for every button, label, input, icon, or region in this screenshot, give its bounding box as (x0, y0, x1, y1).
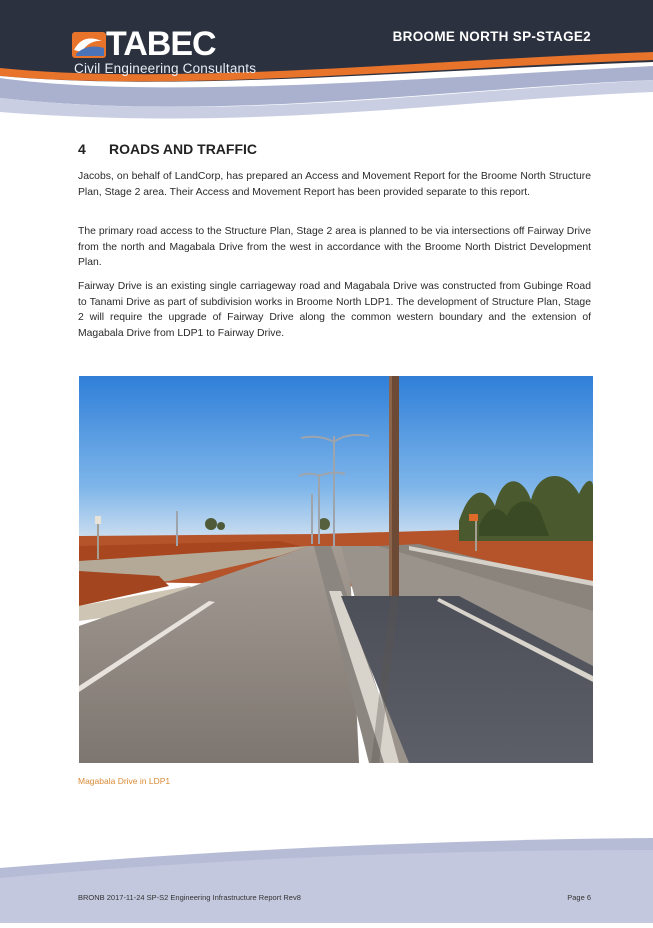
figure-caption: Magabala Drive in LDP1 (78, 776, 171, 786)
footer-page-number: Page 6 (567, 893, 591, 902)
section-number: 4 (78, 141, 86, 157)
section-heading (78, 141, 257, 157)
paragraph-2: The primary road access to the Structure Plan, Stage 2 area is planned to be via intersections off Fairway Drive from the north and Magabala Drive from the west in accordance with the Broome North District Development Plan. (78, 226, 591, 269)
logo-wave-icon (72, 32, 106, 62)
tabec-logo (72, 25, 257, 80)
section-title: ROADS AND TRAFFIC (109, 141, 258, 157)
page-header (0, 0, 653, 130)
paragraph-3: Fairway Drive is an existing single carriageway road and Magabala Drive was constructed from Gubinge Road to Tanami Drive as part of subdivision works in Broome North LDP1. The development of Structure Plan, Stage 2 will require the upgrade of Fairway Drive along the common western boundary and the extension of Magabala Drive from LDP1 to Fairway Drive. (78, 281, 591, 339)
logo-wordmark: TABEC (106, 25, 216, 63)
footer-reference: BRONB 2017-11-24 SP-S2 Engineering Infrastructure Report Rev8 (78, 893, 301, 902)
footer-swoosh (0, 820, 653, 923)
logo-tagline: Civil Engineering Consultants (74, 61, 257, 76)
road-photo (79, 376, 593, 763)
document-title: BROOME NORTH SP-STAGE2 (392, 29, 591, 44)
paragraph-1: Jacobs, on behalf of LandCorp, has prepared an Access and Movement Report for the Broome North Structure Plan, Stage 2 area. Their Access and Movement Report has been provided separate to this report. (78, 171, 591, 198)
